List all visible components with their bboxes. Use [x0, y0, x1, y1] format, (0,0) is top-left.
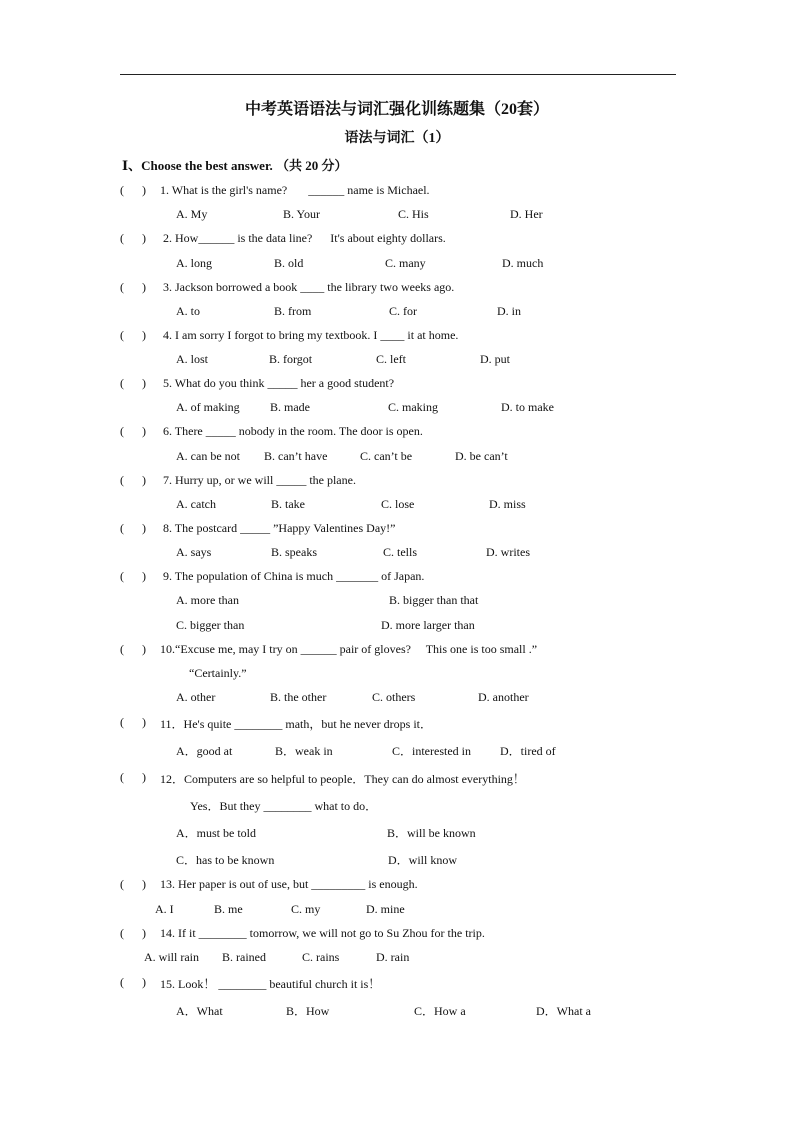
option-d: D. more larger than [381, 618, 475, 632]
question-stem: 7. Hurry up, or we will _____ the plane. [160, 473, 356, 487]
answer-blank: ( ) [120, 424, 146, 438]
option-a: A. other [176, 690, 216, 704]
option-d: D. to make [501, 400, 554, 414]
answer-blank: ( ) [120, 231, 146, 245]
question-continuation: “Certainly.” [189, 666, 247, 680]
option-a: A. can be not [176, 449, 240, 463]
option-d: D. be can’t [455, 449, 508, 463]
document-subtitle: 语法与词汇（1） [344, 131, 450, 146]
option-c: C. His [398, 207, 429, 221]
answer-blank: ( ) [120, 328, 146, 342]
option-b: B．will be known [387, 826, 476, 840]
answer-blank: ( ) [120, 642, 146, 656]
option-d: D．What a [536, 1004, 591, 1018]
option-b: B. bigger than that [389, 593, 479, 607]
question-stem: 11．He's quite ________ math，but he never drops it． [160, 717, 433, 731]
option-c: C. others [372, 690, 416, 704]
answer-blank: ( ) [120, 473, 146, 487]
question-stem: 6. There _____ nobody in the room. The door is open. [160, 424, 423, 438]
option-b: B. take [271, 497, 305, 511]
answer-blank: ( ) [120, 975, 146, 989]
question-stem: 4. I am sorry I forgot to bring my textbook. I ____ it at home. [160, 328, 459, 342]
question-stem: 2. How______ is the data line? It's about eighty dollars. [160, 231, 446, 245]
option-c: C．interested in [392, 744, 471, 758]
answer-blank: ( ) [120, 183, 146, 197]
option-a: A. says [176, 545, 212, 559]
option-c: C. lose [381, 497, 415, 511]
option-d: D．tired of [500, 744, 556, 758]
option-a: A．What [176, 1004, 223, 1018]
option-b: B. me [214, 902, 243, 916]
option-d: D. Her [510, 207, 543, 221]
option-c: C. making [388, 400, 438, 414]
question-stem: 9. The population of China is much _______ of Japan. [160, 569, 425, 583]
answer-blank: ( ) [120, 770, 146, 784]
answer-blank: ( ) [120, 877, 146, 891]
option-b: B. forgot [269, 352, 313, 366]
option-b: B. the other [270, 690, 327, 704]
option-b: B. from [274, 304, 312, 318]
option-d: D. rain [376, 950, 410, 964]
answer-blank: ( ) [120, 280, 146, 294]
answer-blank: ( ) [120, 926, 146, 940]
option-a: A．must be told [176, 826, 256, 840]
option-a: A. of making [176, 400, 240, 414]
answer-blank: ( ) [120, 569, 146, 583]
option-b: B．How [286, 1004, 330, 1018]
option-b: B. rained [222, 950, 266, 964]
option-a: A. will rain [144, 950, 199, 964]
option-c: C. rains [302, 950, 340, 964]
option-b: B. speaks [271, 545, 317, 559]
option-c: C. can’t be [360, 449, 413, 463]
option-c: C. for [389, 304, 417, 318]
option-c: C. bigger than [176, 618, 245, 632]
question-stem: 8. The postcard _____ ”Happy Valentines Day!” [160, 521, 396, 535]
question-stem: 14. If it ________ tomorrow, we will not go to Su Zhou for the trip. [160, 926, 485, 940]
option-d: D. miss [489, 497, 526, 511]
question-stem: 5. What do you think _____ her a good student? [160, 376, 395, 390]
option-a: A. long [176, 256, 212, 270]
option-b: B. old [274, 256, 304, 270]
option-c: C. tells [383, 545, 418, 559]
option-c: C. left [376, 352, 406, 366]
question-stem: 10.“Excuse me, may I try on ______ pair of gloves? This one is too small .” [160, 642, 538, 656]
option-b: B. made [270, 400, 310, 414]
answer-blank: ( ) [120, 715, 146, 729]
question-stem: 15. Look！ ________ beautiful church it is！ [160, 977, 381, 991]
header-rule [120, 74, 676, 75]
option-c: C．How a [414, 1004, 466, 1018]
option-d: D. in [497, 304, 521, 318]
option-d: D. writes [486, 545, 530, 559]
option-b: B．weak in [275, 744, 333, 758]
option-d: D. much [502, 256, 544, 270]
question-stem: 13. Her paper is out of use, but _________ is enough. [160, 877, 418, 891]
option-c: C. many [385, 256, 426, 270]
question-continuation: Yes．But they ________ what to do． [190, 799, 378, 813]
option-b: B. can’t have [264, 449, 328, 463]
option-c: C．has to be known [176, 853, 275, 867]
answer-blank: ( ) [120, 376, 146, 390]
option-a: A. lost [176, 352, 209, 366]
answer-blank: ( ) [120, 521, 146, 535]
question-stem: 12．Computers are so helpful to people．They can do almost everything！ [160, 772, 525, 786]
option-d: D. another [478, 690, 529, 704]
option-c: C. my [291, 902, 321, 916]
question-stem: 3. Jackson borrowed a book ____ the library two weeks ago. [160, 280, 455, 294]
document-title: 中考英语语法与词汇强化训练题集（20套） [244, 101, 549, 118]
option-a: A. to [176, 304, 200, 318]
option-a: A. I [155, 902, 174, 916]
option-b: B. Your [283, 207, 321, 221]
option-a: A. more than [176, 593, 239, 607]
option-d: D. put [480, 352, 510, 366]
question-stem: 1. What is the girl's name? ______ name is Michael. [160, 183, 430, 197]
section-heading: Ⅰ、Choose the best answer. （共 20 分） [122, 158, 348, 173]
option-a: A. catch [176, 497, 216, 511]
option-d: D. mine [366, 902, 405, 916]
option-d: D．will know [388, 853, 458, 867]
option-a: A．good at [176, 744, 233, 758]
option-a: A. My [176, 207, 208, 221]
